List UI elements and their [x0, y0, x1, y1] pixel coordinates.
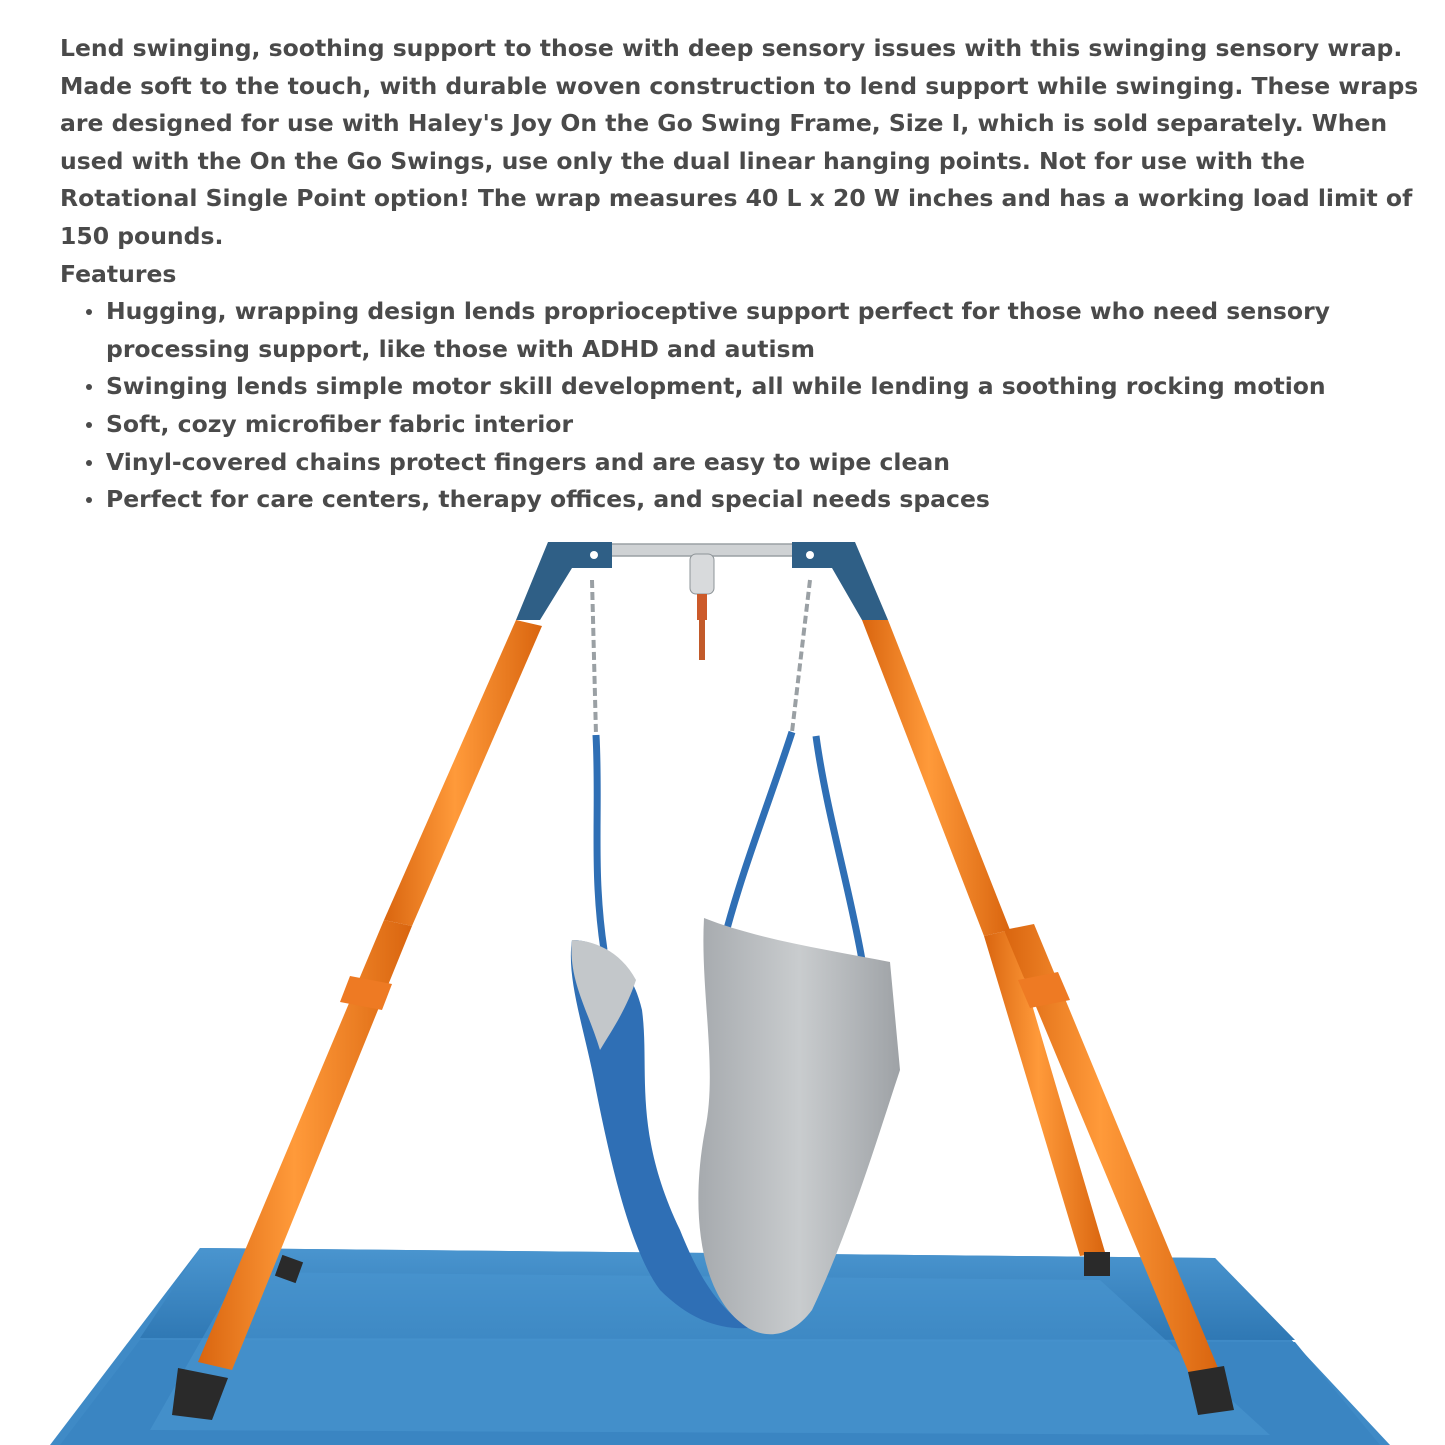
feature-item: Soft, cozy microfiber fabric interior [106, 406, 1420, 444]
product-photo [0, 510, 1445, 1445]
product-description: Lend swinging, soothing support to those with deep sensory issues with this swinging sensory wrap. Made soft to the touch, with durable woven construction to lend support while swinging. These wraps are designed for use with Haley's Joy On the Go Swing Frame, Size I, which is sold separately. When used with the On the Go Swings, use only the dual linear hanging points. Not for use with the Rotational Single Point option! The wrap measures 40 L x 20 W inches and has a working load limit of 150 pounds. [60, 34, 1419, 250]
product-description-block [60, 30, 1420, 519]
features-heading: Features [60, 259, 177, 288]
swing-chains [592, 580, 862, 960]
frame-top [516, 542, 888, 660]
feature-item: Hugging, wrapping design lends proprioceptive support perfect for those who need sensory processing support, like those with ADHD and autism [106, 293, 1420, 368]
feature-item: Vinyl-covered chains protect fingers and are easy to wipe clean [106, 444, 1420, 482]
feature-item: Swinging lends simple motor skill development, all while lending a soothing rocking motion [106, 368, 1420, 406]
feature-item: Perfect for care centers, therapy offices, and special needs spaces [106, 481, 1420, 519]
features-list [60, 293, 1420, 519]
